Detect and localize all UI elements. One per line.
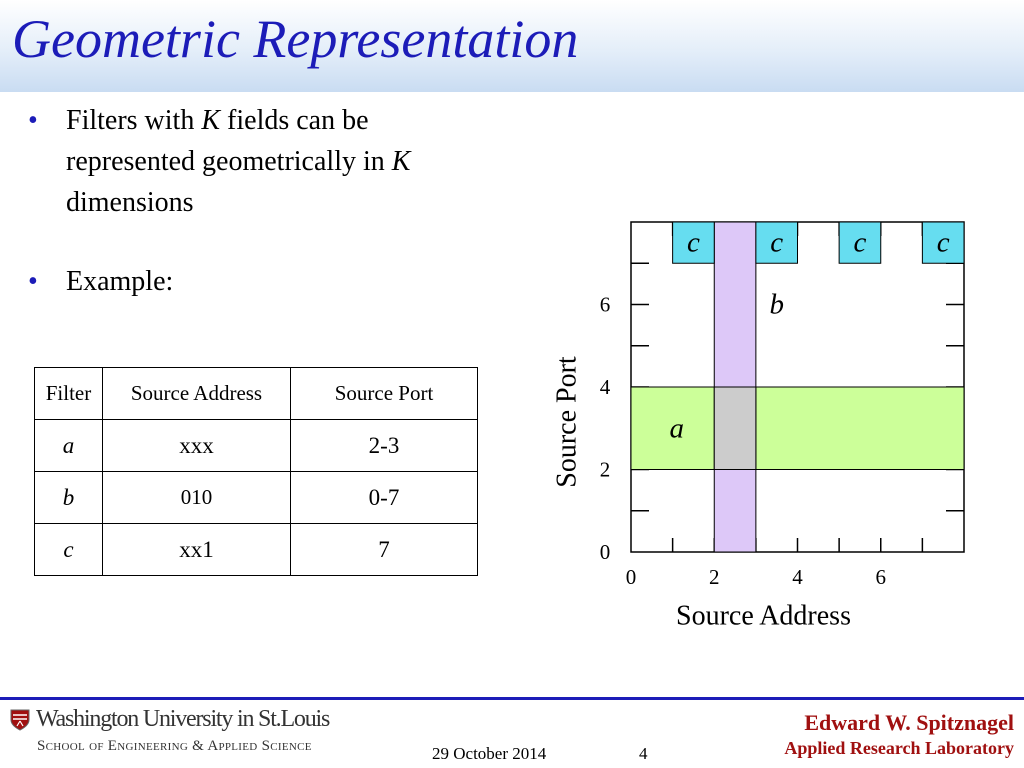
bullet-text-3: fields can be represented geometrically in xyxy=(66,105,392,177)
cell-source-port: 2-3 xyxy=(291,420,478,472)
bullet-text-5: dimensions xyxy=(66,187,194,218)
header-source-port: Source Port xyxy=(291,368,478,420)
region-label-c: c xyxy=(687,226,700,259)
cell-source-address: xx1 xyxy=(103,524,291,576)
lab-name: Applied Research Laboratory xyxy=(784,738,1014,758)
cell-source-port: 0-7 xyxy=(291,472,478,524)
cell-source-address: 010 xyxy=(103,472,291,524)
footer-rule xyxy=(0,697,1024,700)
cell-filter: c xyxy=(35,524,103,576)
bullet-dot-icon: • xyxy=(28,105,38,136)
x-tick-label: 4 xyxy=(792,565,803,589)
x-tick-label: 2 xyxy=(709,565,720,589)
school-name: School of Engineering & Applied Science xyxy=(37,738,312,754)
y-tick-label: 0 xyxy=(599,540,611,564)
slide-title: Geometric Representation xyxy=(12,9,579,69)
cell-source-address: xxx xyxy=(103,420,291,472)
region-overlap xyxy=(714,387,756,470)
cell-source-port: 7 xyxy=(291,524,478,576)
university-name: Washington University in St.Louis xyxy=(36,706,330,732)
slide-date: 29 October 2014 xyxy=(432,744,547,763)
bullet-dot-icon: • xyxy=(28,266,38,297)
region-label-c: c xyxy=(853,226,867,259)
region-label-a: a xyxy=(669,412,685,445)
region-label-c: c xyxy=(936,226,950,259)
x-tick-label: 0 xyxy=(625,565,637,589)
region-label-b: b xyxy=(769,288,784,321)
header-source-address: Source Address xyxy=(103,368,291,420)
bullet-example-text: Example: xyxy=(66,266,174,297)
y-tick-label: 6 xyxy=(599,292,611,317)
region-label-c: c xyxy=(770,226,784,259)
page-number: 4 xyxy=(639,744,648,763)
x-axis-label: Source Address xyxy=(676,600,851,632)
cell-filter: b xyxy=(35,472,103,524)
header-filter: Filter xyxy=(35,368,103,420)
bullet-text-2: K xyxy=(201,105,221,136)
y-axis-label: Source Port xyxy=(551,356,583,488)
university-shield-icon xyxy=(10,709,30,731)
x-tick-label: 6 xyxy=(875,565,886,589)
bullet-text-1: Filters with xyxy=(66,105,202,136)
bullet-text-4: K xyxy=(391,146,411,177)
cell-filter: a xyxy=(35,420,103,472)
y-tick-label: 2 xyxy=(599,457,611,482)
y-tick-label: 4 xyxy=(599,375,611,399)
author-name: Edward W. Spitznagel xyxy=(804,710,1014,735)
